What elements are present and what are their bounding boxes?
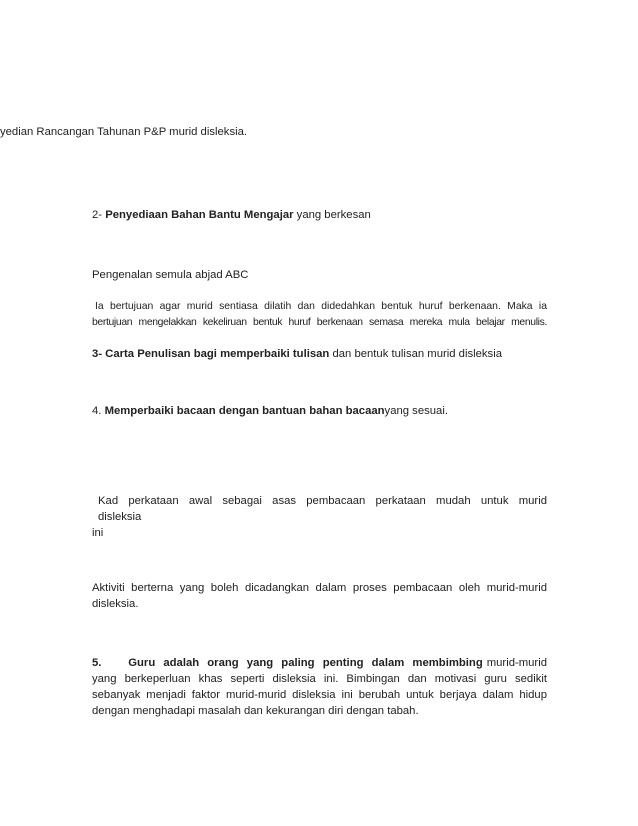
abc-paragraph-line-2: bertujuan mengelakkan kekeliruan bentuk huruf berkenaan semasa mereka mula belajar menulis. <box>92 317 547 328</box>
abc-heading: Pengenalan semula abjad ABC <box>92 269 249 281</box>
truncated-line: yedian Rancangan Tahunan P&P murid disleksia. <box>0 126 248 138</box>
aktiviti-paragraph <box>92 580 547 612</box>
section-5-paragraph <box>92 655 547 719</box>
section-2-number: 2- <box>92 209 103 221</box>
section-5-line-4: dengan menghadapi masalah dan kekurangan diri dengan tabah. <box>92 705 419 717</box>
section-3-title: 3- Carta Penulisan bagi memperbaiki tulisan <box>92 348 330 360</box>
abc-paragraph-line-1: Ia bertujuan agar murid sentiasa dilatih dan didedahkan bentuk huruf berkenaan. Maka ia <box>95 301 547 312</box>
aktiviti-line-1: Aktiviti berterna yang boleh dicadangkan dalam proses pembacaan oleh murid-murid <box>92 582 547 594</box>
kad-line-2: ini <box>92 527 104 539</box>
abc-paragraph <box>92 299 547 331</box>
section-5-title: Guru adalah orang yang paling penting dalam membimbing <box>128 657 483 669</box>
section-4-heading <box>92 403 547 419</box>
section-4-title: Memperbaiki bacaan dengan bantuan bahan bacaan <box>104 405 385 417</box>
section-5-number: 5. <box>92 657 102 669</box>
section-2-heading <box>92 207 547 223</box>
section-2-rest: yang berkesan <box>296 209 371 221</box>
aktiviti-line-2: disleksia. <box>92 598 139 610</box>
section-4-number: 4. <box>92 405 102 417</box>
kad-line-1: Kad perkataan awal sebagai asas pembacaan perkataan mudah untuk murid disleksia <box>98 495 547 523</box>
section-5-line-1 <box>92 655 547 671</box>
section-2-title: Penyediaan Bahan Bantu Mengajar <box>105 209 294 221</box>
section-4-rest: yang sesuai. <box>384 405 448 417</box>
section-5-line-2: yang berkeperluan khas seperti disleksia ini. Bimbingan dan motivasi guru sedikit <box>92 673 547 685</box>
section-5-rest: murid-murid <box>486 657 547 669</box>
kad-paragraph <box>92 493 547 541</box>
section-5-line-3: sebanyak menjadi faktor murid-murid disleksia ini berubah untuk berjaya dalam hidup <box>92 689 547 701</box>
section-3-rest: dan bentuk tulisan murid disleksia <box>332 348 503 360</box>
section-3-heading <box>92 346 547 362</box>
